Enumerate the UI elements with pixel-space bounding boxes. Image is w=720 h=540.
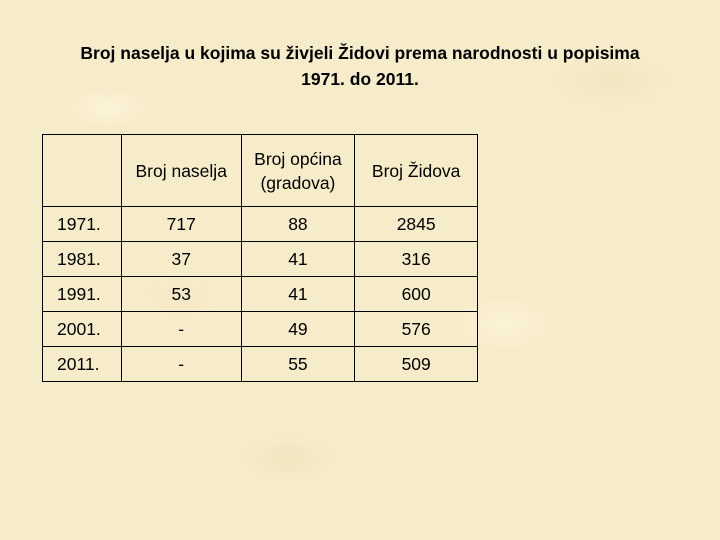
opcina-cell: 49 [241, 312, 355, 347]
header-broj-naselja: Broj naselja [121, 135, 241, 207]
table-row [43, 312, 478, 347]
naselja-cell: - [121, 347, 241, 382]
naselja-cell: - [121, 312, 241, 347]
title-line-2: 1971. do 2011. [301, 69, 419, 89]
naselja-cell: 53 [121, 277, 241, 312]
zidova-cell: 2845 [355, 207, 478, 242]
header-broj-zidova: Broj Židova [355, 135, 478, 207]
year-cell: 1981. [43, 242, 122, 277]
table-row [43, 277, 478, 312]
year-cell: 1971. [43, 207, 122, 242]
table-row [43, 207, 478, 242]
opcina-cell: 88 [241, 207, 355, 242]
zidova-cell: 600 [355, 277, 478, 312]
title-line-1: Broj naselja u kojima su živjeli Židovi prema narodnosti u popisima [80, 43, 640, 63]
year-cell: 2001. [43, 312, 122, 347]
header-broj-opcina: Broj općina (gradova) [241, 135, 355, 207]
year-cell: 1991. [43, 277, 122, 312]
zidova-cell: 576 [355, 312, 478, 347]
header-empty [43, 135, 122, 207]
opcina-cell: 41 [241, 242, 355, 277]
header-row [43, 135, 478, 207]
opcina-cell: 41 [241, 277, 355, 312]
zidova-cell: 509 [355, 347, 478, 382]
zidova-cell: 316 [355, 242, 478, 277]
opcina-cell: 55 [241, 347, 355, 382]
table-row [43, 242, 478, 277]
naselja-cell: 37 [121, 242, 241, 277]
table-row [43, 347, 478, 382]
naselja-cell: 717 [121, 207, 241, 242]
year-cell: 2011. [43, 347, 122, 382]
page-title [20, 40, 700, 92]
data-table [42, 134, 478, 382]
